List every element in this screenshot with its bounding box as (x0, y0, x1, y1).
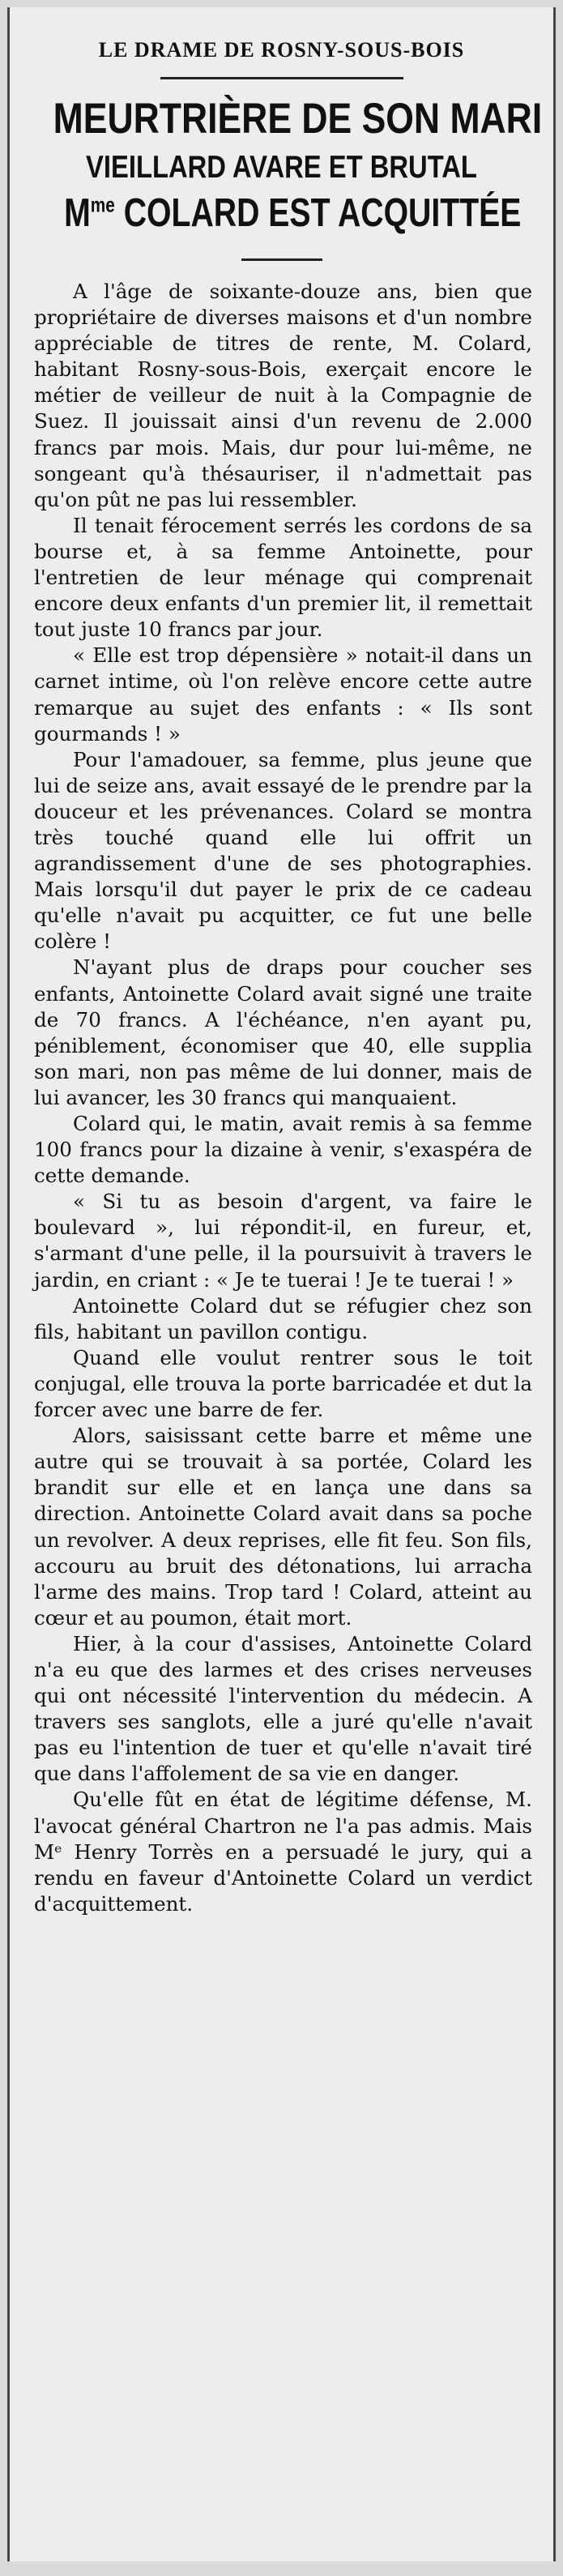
paragraph: Alors, saisissant cette barre et même une autre qui se trouvait à sa portée, Colard les brandit sur elle et en lança une dans sa direction. Antoinette Colard avait dans sa poche un revolver. A deux reprises, elle fit feu. Son fils, accouru au bruit des détonations, lui arracha l'arme des mains. Trop tard ! Colard, atteint au cœur et au poumon, était mort. (34, 1424, 532, 1630)
kicker-rule (160, 77, 403, 79)
newspaper-column (7, 7, 556, 2561)
subheadline: VIEILLARD AVARE ET BRUTAL (86, 150, 477, 185)
paragraph: Qu'elle fût en état de légitime défense, M. l'avocat général Chartron ne l'a pas admis. Mais Mᵉ Henry Torrès en a persuadé le jury, qui a rendu en faveur d'Antoinette Colard un verdict d'acquittement. (34, 1788, 532, 1916)
paragraph: A l'âge de soixante-douze ans, bien que propriétaire de diverses maisons et d'un nombre appréciable de titres de rente, M. Colard, habitant Rosny-sous-Bois, exerçait encore le métier de veilleur de nuit à la Compagnie de Suez. Il jouissait ainsi d'un revenu de 2.000 francs par mois. Mais, dur pour lui-même, ne songeant qu'à thésauriser, il n'admettait pas qu'on pût ne pas lui ressembler. (34, 280, 532, 511)
paragraph: Antoinette Colard dut se réfugier chez son fils, habitant un pavillon contigu. (34, 1293, 532, 1344)
paragraph: « Si tu as besoin d'argent, va faire le boulevard », lui répondit-il, en fureur, et, s'armant d'une pelle, il la poursuivit à travers le jardin, en criant : « Je te tuerai ! Je te tuerai ! » (34, 1190, 532, 1292)
paragraph: N'ayant plus de draps pour coucher ses enfants, Antoinette Colard avait signé une traite de 70 francs. A l'échéance, n'en ayant pu, péniblement, économiser que 40, elle supplia son mari, non pas même de lui donner, mais de lui avancer, les 30 francs qui manquaient. (34, 955, 532, 1109)
section-rule (241, 258, 322, 261)
paragraph: Pour l'amadouer, sa femme, plus jeune que lui de seize ans, avait essayé de le prendre par la douceur et les prévenances. Colard se montra très touché quand elle lui offrit un agrandissement d'une de ses photographies. Mais lorsqu'il dut payer le prix de ce cadeau qu'elle n'avait pu acquitter, ce fut une belle colère ! (34, 747, 532, 954)
headline: MEURTRIÈRE DE SON MARI (53, 95, 543, 143)
subheadline-superscript: me (90, 192, 115, 217)
paragraph: « Elle est trop dépensière » notait-il dans un carnet intime, où l'on relève encore cette autre remarque au sujet des enfants : « Ils sont gourmands ! » (34, 643, 532, 745)
paragraph: Il tenait férocement serrés les cordons de sa bourse et, à sa femme Antoinette, pour l'entretien de leur ménage qui comprenait encore deux enfants d'un premier lit, il remettait tout juste 10 francs par jour. (34, 513, 532, 642)
paragraph: Colard qui, le matin, avait remis à sa femme 100 francs pour la dizaine à venir, s'exaspéra de cette demande. (34, 1112, 532, 1188)
subheadline-acquittal (64, 190, 522, 236)
subheadline-prefix: M (64, 191, 91, 235)
subheadline-rest: COLARD EST ACQUITTÉE (114, 191, 522, 235)
paragraph: Hier, à la cour d'assises, Antoinette Colard n'a eu que des larmes et des crises nerveuses qui ont nécessité l'intervention du médecin. A travers ses sanglots, elle a juré qu'elle n'avait pas eu l'intention de tuer et qu'elle n'avait tiré que dans l'affolement de sa vie en danger. (34, 1631, 532, 1786)
paragraph: Quand elle voulut rentrer sous le toit conjugal, elle trouva la porte barricadée et dut la forcer avec une barre de fer. (34, 1345, 532, 1422)
article-body (10, 279, 553, 1917)
kicker: LE DRAME DE ROSNY-SOUS-BOIS (98, 38, 465, 62)
